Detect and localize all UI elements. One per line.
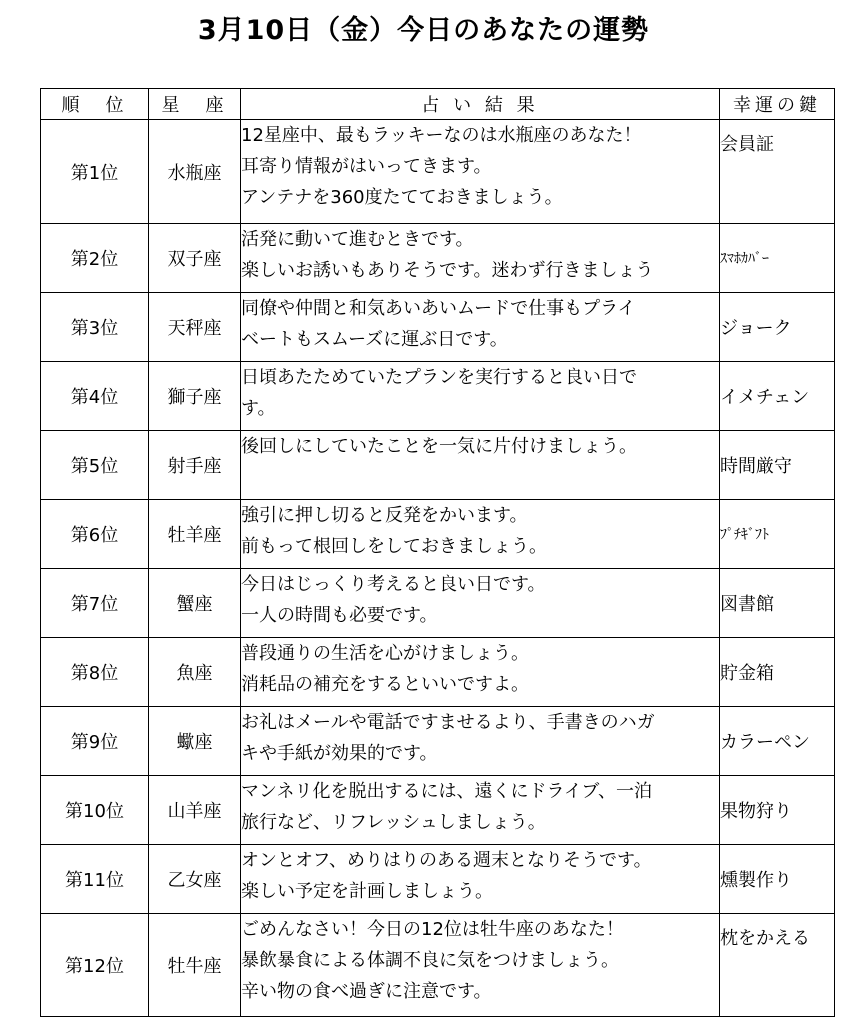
rank-cell: 第10位 <box>41 776 149 845</box>
table-row <box>41 707 835 776</box>
result-line: 活発に動いて進むときです。 <box>241 229 474 250</box>
rank-cell: 第2位 <box>41 224 149 293</box>
lucky-key-cell: 会員証 <box>720 120 835 224</box>
result-line: 前もって根回しをしておきましょう。 <box>241 536 547 557</box>
sign-cell: 蠍座 <box>149 707 241 776</box>
result-cell <box>241 500 720 569</box>
rank-cell: 第11位 <box>41 845 149 914</box>
result-line: 日頃あたためていたプランを実行すると良い日で <box>241 367 637 388</box>
result-line: 旅行など、リフレッシュしましょう。 <box>241 812 546 833</box>
result-line: 普段通りの生活を心がけましょう。 <box>241 643 529 664</box>
table-row <box>41 776 835 845</box>
result-line: 楽しいお誘いもありそうです。迷わず行きましょう <box>241 260 654 281</box>
rank-cell: 第12位 <box>41 914 149 1017</box>
header-row <box>41 89 835 120</box>
header-rank: 順 位 <box>41 89 149 120</box>
table-row <box>41 224 835 293</box>
result-line: お礼はメールや電話ですませるより、手書きのハガ <box>241 712 655 733</box>
table-row <box>41 569 835 638</box>
result-cell <box>241 776 720 845</box>
result-cell <box>241 845 720 914</box>
result-cell <box>241 914 720 1017</box>
lucky-key-cell: イメチェン <box>720 362 835 431</box>
sign-cell: 射手座 <box>149 431 241 500</box>
table-row <box>41 293 835 362</box>
lucky-key-cell: 時間厳守 <box>720 431 835 500</box>
sign-cell: 双子座 <box>149 224 241 293</box>
result-line: 後回しにしていたことを一気に片付けましょう。 <box>241 436 637 457</box>
result-line: ごめんなさい！今日の12位は牡牛座のあなた！ <box>241 919 624 940</box>
rank-cell: 第5位 <box>41 431 149 500</box>
sign-cell: 牡羊座 <box>149 500 241 569</box>
result-line: 一人の時間も必要です。 <box>241 605 438 626</box>
result-line: 耳寄り情報がはいってきます。 <box>241 156 492 177</box>
table-row <box>41 845 835 914</box>
rank-cell: 第1位 <box>41 120 149 224</box>
result-line: 暴飲暴食による体調不良に気をつけましょう。 <box>241 950 619 971</box>
rank-cell: 第9位 <box>41 707 149 776</box>
result-line: 楽しい予定を計画しましょう。 <box>241 881 493 902</box>
lucky-key-cell: ジョーク <box>720 293 835 362</box>
result-cell <box>241 638 720 707</box>
header-result: 占 い 結 果 <box>241 89 720 120</box>
result-cell <box>241 224 720 293</box>
lucky-key-cell: カラーペン <box>720 707 835 776</box>
table-row <box>41 500 835 569</box>
lucky-key-cell: ﾌﾟﾁｷﾞﾌﾄ <box>720 500 835 569</box>
sign-cell: 天秤座 <box>149 293 241 362</box>
lucky-key-cell: 図書館 <box>720 569 835 638</box>
sign-cell: 蟹座 <box>149 569 241 638</box>
sign-cell: 水瓶座 <box>149 120 241 224</box>
rank-cell: 第4位 <box>41 362 149 431</box>
result-line: アンテナを360度たてておきましょう。 <box>241 187 563 208</box>
result-line: マンネリ化を脱出するには、遠くにドライブ、一泊 <box>241 781 652 802</box>
rank-cell: 第3位 <box>41 293 149 362</box>
lucky-key-cell: 燻製作り <box>720 845 835 914</box>
result-line: 辛い物の食べ過ぎに注意です。 <box>241 981 492 1002</box>
result-cell <box>241 569 720 638</box>
result-cell <box>241 431 720 500</box>
lucky-key-cell: 貯金箱 <box>720 638 835 707</box>
result-line: 今日はじっくり考えると良い日です。 <box>241 574 546 595</box>
result-line: キや手紙が効果的です。 <box>241 743 438 764</box>
lucky-key-cell: 枕をかえる <box>720 914 835 1017</box>
result-line: オンとオフ、めりはりのある週末となりそうです。 <box>241 850 652 871</box>
rank-cell: 第6位 <box>41 500 149 569</box>
table-row <box>41 914 835 1017</box>
header-key: 幸運の鍵 <box>720 89 835 120</box>
result-line: す。 <box>241 398 276 419</box>
rank-cell: 第8位 <box>41 638 149 707</box>
table-row <box>41 120 835 224</box>
fortune-table <box>40 88 835 1017</box>
lucky-key-cell: ｽﾏﾎｶﾊﾞｰ <box>720 224 835 293</box>
result-cell <box>241 120 720 224</box>
header-sign: 星 座 <box>149 89 241 120</box>
sign-cell: 乙女座 <box>149 845 241 914</box>
table-row <box>41 638 835 707</box>
result-cell <box>241 707 720 776</box>
result-line: 12星座中、最もラッキーなのは水瓶座のあなた！ <box>241 125 642 146</box>
result-cell <box>241 293 720 362</box>
result-line: 同僚や仲間と和気あいあいムードで仕事もプライ <box>241 298 636 319</box>
result-line: 消耗品の補充をするといいですよ。 <box>241 674 529 695</box>
table-row <box>41 362 835 431</box>
lucky-key-cell: 果物狩り <box>720 776 835 845</box>
page-title: 3月10日（金）今日のあなたの運勢 <box>197 15 650 46</box>
result-cell <box>241 362 720 431</box>
rank-cell: 第7位 <box>41 569 149 638</box>
sign-cell: 山羊座 <box>149 776 241 845</box>
table-row <box>41 431 835 500</box>
sign-cell: 魚座 <box>149 638 241 707</box>
result-line: 強引に押し切ると反発をかいます。 <box>241 505 528 526</box>
result-line: ベートもスムーズに運ぶ日です。 <box>241 329 508 350</box>
sign-cell: 獅子座 <box>149 362 241 431</box>
sign-cell: 牡牛座 <box>149 914 241 1017</box>
